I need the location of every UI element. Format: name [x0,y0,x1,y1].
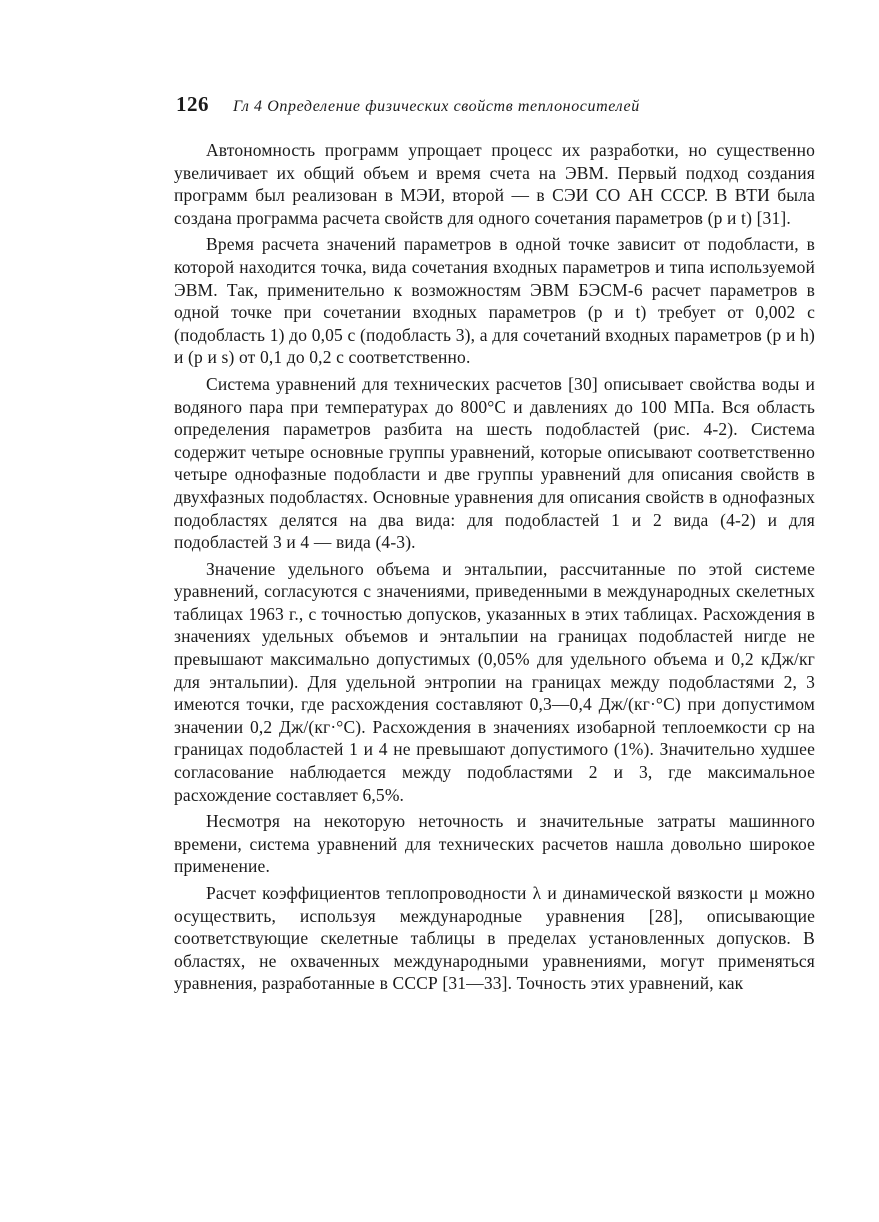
paragraph: Автономность программ упрощает процесс их разработки, но существенно увеличивает их общий объем и время счета на ЭВМ. Первый подход создания программ был реализован в МЭИ, второй — в СЭИ СО АН СССР. В ВТИ была создана программа расчета свойств для одного сочетания параметров (p и t) [31]. [174,140,815,228]
paragraph: Несмотря на некоторую неточность и значительные затраты машинного времени, система уравнений для технических расчетов нашла довольно широкое применение. [174,811,815,877]
paragraph: Расчет коэффициентов теплопроводности λ и динамической вязкости μ можно осуществить, используя международные уравнения [28], описывающие соответствующие скелетные таблицы в пределах установленных допусков. В областях, не охваченных международными уравнениями, могут применяться уравнения, разработанные в СССР [31—33]. Точность этих уравнений, как [174,883,815,994]
paragraph: Время расчета значений параметров в одной точке зависит от подобласти, в которой находится точка, вида сочетания входных параметров и типа используемой ЭВМ. Так, применительно к возможностям ЭВМ БЭСМ-6 расчет параметров в одной точке при сочетании входных параметров (p и t) требует от 0,002 с (подобласть 1) до 0,05 с (подобласть 3), а для сочетаний входных параметров (p и h) и (p и s) от 0,1 до 0,2 с соответственно. [174,234,815,368]
page-number: 126 [176,92,209,116]
body-text [174,139,815,999]
chapter-title: Гл 4 Определение физических свойств теплоносителей [233,98,640,115]
paragraph: Система уравнений для технических расчетов [30] описывает свойства воды и водяного пара при температурах до 800°С и давлениях до 100 МПа. Вся область определения параметров разбита на шесть подобластей (рис. 4-2). Система содержит четыре основные группы уравнений, которые описывают соответственно четыре однофазные подобласти и две группы уравнений для описания свойств в двухфазных подобластях. Основные уравнения для описания свойств в однофазных подобластях делятся на два вида: для подобластей 1 и 2 вида (4-2) и для подобластей 3 и 4 — вида (4-3). [174,373,815,553]
paragraph: Значение удельного объема и энтальпии, рассчитанные по этой системе уравнений, согласуются с значениями, приведенными в международных скелетных таблицах 1963 г., с точностью допусков, указанных в этих таблицах. Расхождения в значениях удельных объемов и энтальпии на границах подобластей нигде не превышают максимально допустимых (0,05% для удельного объема и 0,2 кДж/кг для энтальпии). Для удельной энтропии на границах между подобластями 2, 3 имеются точки, где расхождения составляют 0,3—0,4 Дж/(кг·°С) при допустимом значении 0,2 Дж/(кг·°С). Расхождения в значениях изобарной теплоемкости cp на границах подобластей 1 и 4 не превышают допустимого (1%). Значительно худшее согласование наблюдается между подобластями 2 и 3, где максимальное расхождение составляет 6,5%. [174,558,815,805]
running-head [176,92,826,118]
